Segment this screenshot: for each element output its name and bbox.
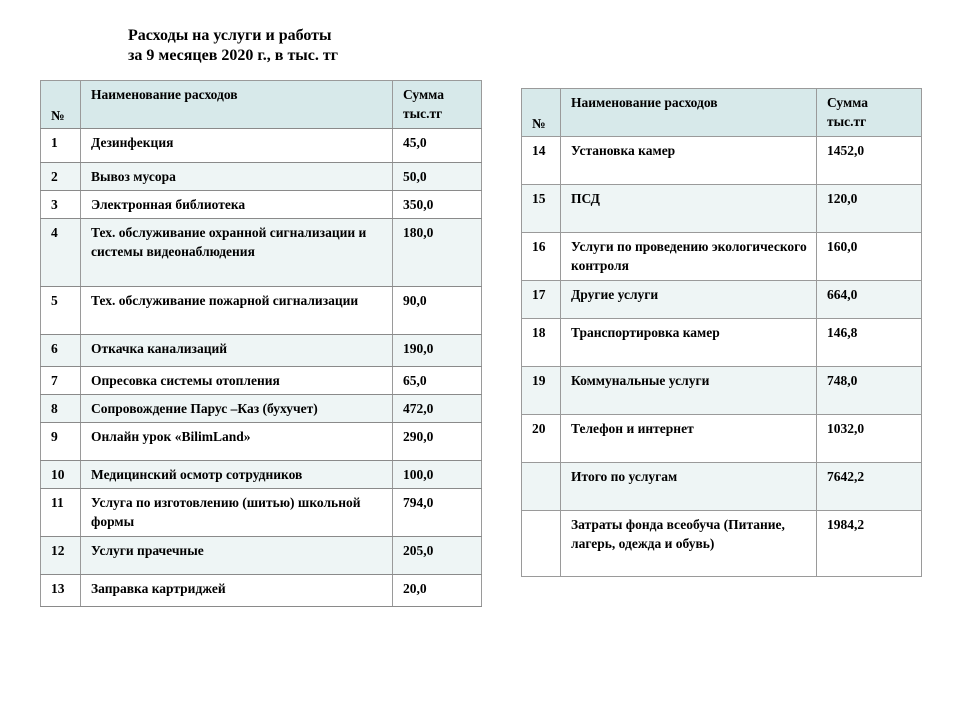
- header-sum: [393, 81, 482, 129]
- page-title: [128, 26, 338, 66]
- row-num: 15: [522, 185, 561, 233]
- table-row: [522, 281, 922, 319]
- row-num: 10: [41, 461, 81, 489]
- header-sum-line1: Сумма: [827, 95, 869, 110]
- row-num: 20: [522, 415, 561, 463]
- row-name: Затраты фонда всеобуча (Питание, лагерь, одежда и обувь): [561, 511, 817, 577]
- table-row: [522, 415, 922, 463]
- row-name: Сопровождение Парус –Каз (бухучет): [81, 395, 393, 423]
- table-row: [41, 367, 482, 395]
- row-num: [522, 511, 561, 577]
- header-sum-line1: Сумма: [403, 87, 445, 102]
- row-name: Итого по услугам: [561, 463, 817, 511]
- row-num: 3: [41, 191, 81, 219]
- row-sum: 20,0: [393, 575, 482, 607]
- table-row: [41, 129, 482, 163]
- row-num: 14: [522, 137, 561, 185]
- row-name: Услуги по проведению экологического контроля: [561, 233, 817, 281]
- row-sum: 65,0: [393, 367, 482, 395]
- expenses-table-left: [40, 80, 482, 607]
- row-name: Услуги прачечные: [81, 537, 393, 575]
- row-sum: 205,0: [393, 537, 482, 575]
- table-row: [41, 219, 482, 287]
- row-name: ПСД: [561, 185, 817, 233]
- row-num: 2: [41, 163, 81, 191]
- row-num: 16: [522, 233, 561, 281]
- row-sum: 90,0: [393, 287, 482, 335]
- header-name: Наименование расходов: [81, 81, 393, 129]
- row-num: 7: [41, 367, 81, 395]
- table-row: [41, 191, 482, 219]
- row-num: 13: [41, 575, 81, 607]
- row-num: [522, 463, 561, 511]
- row-name: Другие услуги: [561, 281, 817, 319]
- row-num: 5: [41, 287, 81, 335]
- row-num: 19: [522, 367, 561, 415]
- row-sum: 794,0: [393, 489, 482, 537]
- table-row: [41, 489, 482, 537]
- row-sum: 1984,2: [817, 511, 922, 577]
- row-sum: 160,0: [817, 233, 922, 281]
- row-name: Электронная библиотека: [81, 191, 393, 219]
- row-sum: 45,0: [393, 129, 482, 163]
- table-row: [41, 423, 482, 461]
- row-num: 11: [41, 489, 81, 537]
- table-row: [522, 511, 922, 577]
- row-name: Онлайн урок «BilimLand»: [81, 423, 393, 461]
- table-row: [522, 319, 922, 367]
- row-sum: 664,0: [817, 281, 922, 319]
- row-name: Дезинфекция: [81, 129, 393, 163]
- row-name: Откачка канализаций: [81, 335, 393, 367]
- row-name: Коммунальные услуги: [561, 367, 817, 415]
- row-name: Заправка картриджей: [81, 575, 393, 607]
- table-row: [522, 137, 922, 185]
- table-row: [522, 185, 922, 233]
- row-sum: 472,0: [393, 395, 482, 423]
- header-name: Наименование расходов: [561, 89, 817, 137]
- row-num: 17: [522, 281, 561, 319]
- table-row: [41, 537, 482, 575]
- row-name: Телефон и интернет: [561, 415, 817, 463]
- row-sum: 120,0: [817, 185, 922, 233]
- row-sum: 50,0: [393, 163, 482, 191]
- row-num: 4: [41, 219, 81, 287]
- table-header-row: [41, 81, 482, 129]
- table-header-row: [522, 89, 922, 137]
- row-name: Тех. обслуживание охранной сигнализации и системы видеонаблюдения: [81, 219, 393, 287]
- row-name: Медицинский осмотр сотрудников: [81, 461, 393, 489]
- table-row: [41, 335, 482, 367]
- row-name: Опресовка системы отопления: [81, 367, 393, 395]
- row-num: 8: [41, 395, 81, 423]
- header-num: №: [41, 81, 81, 129]
- row-sum: 290,0: [393, 423, 482, 461]
- header-sum: [817, 89, 922, 137]
- row-name: Транспортировка камер: [561, 319, 817, 367]
- row-sum: 7642,2: [817, 463, 922, 511]
- row-sum: 1452,0: [817, 137, 922, 185]
- row-sum: 1032,0: [817, 415, 922, 463]
- table-row: [41, 461, 482, 489]
- table-row: [41, 287, 482, 335]
- row-sum: 190,0: [393, 335, 482, 367]
- title-line-1: Расходы на услуги и работы: [128, 27, 332, 44]
- row-num: 6: [41, 335, 81, 367]
- row-name: Услуга по изготовлению (шитью) школьной формы: [81, 489, 393, 537]
- table-row: [41, 575, 482, 607]
- row-num: 18: [522, 319, 561, 367]
- row-num: 12: [41, 537, 81, 575]
- header-sum-line2: тыс.тг: [403, 106, 443, 121]
- header-num: №: [522, 89, 561, 137]
- row-name: Установка камер: [561, 137, 817, 185]
- row-num: 1: [41, 129, 81, 163]
- row-sum: 100,0: [393, 461, 482, 489]
- row-name: Вывоз мусора: [81, 163, 393, 191]
- table-row: [522, 367, 922, 415]
- row-sum: 146,8: [817, 319, 922, 367]
- row-sum: 180,0: [393, 219, 482, 287]
- title-line-2: за 9 месяцев 2020 г., в тыс. тг: [128, 47, 339, 64]
- header-sum-line2: тыс.тг: [827, 114, 867, 129]
- table-row: [41, 395, 482, 423]
- table-row: [522, 233, 922, 281]
- row-sum: 748,0: [817, 367, 922, 415]
- table-row: [41, 163, 482, 191]
- row-name: Тех. обслуживание пожарной сигнализации: [81, 287, 393, 335]
- row-sum: 350,0: [393, 191, 482, 219]
- row-num: 9: [41, 423, 81, 461]
- expenses-table-right: [521, 88, 922, 577]
- table-row: [522, 463, 922, 511]
